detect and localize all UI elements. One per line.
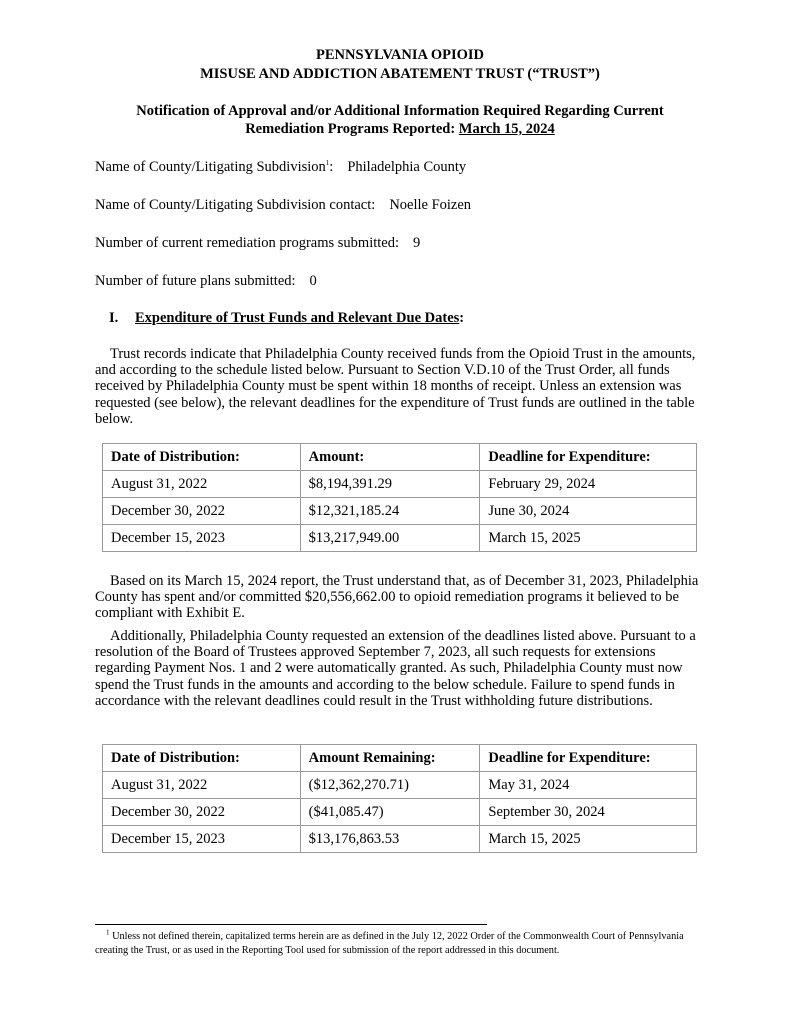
cell-date: August 31, 2022 xyxy=(103,772,301,799)
cell-date: December 15, 2023 xyxy=(103,525,301,552)
table-header-row xyxy=(103,444,697,471)
county-label: Name of County/Litigating Subdivision xyxy=(95,159,326,175)
remaining-table xyxy=(102,744,697,853)
future-value: 0 xyxy=(309,273,317,289)
cell-deadline: March 15, 2025 xyxy=(480,525,697,552)
county-colon: : xyxy=(329,159,334,175)
section-number: I. xyxy=(109,310,119,326)
cell-deadline: June 30, 2024 xyxy=(480,498,697,525)
table-row xyxy=(103,826,697,853)
cell-amount: ($41,085.47) xyxy=(300,799,480,826)
section-heading xyxy=(109,308,464,328)
footnote-marker: 1 xyxy=(106,928,110,937)
table-row xyxy=(103,772,697,799)
programs-value: 9 xyxy=(413,235,421,251)
future-plans-field xyxy=(95,271,317,291)
paragraph-spent-committed: Based on its March 15, 2024 report, the Trust understand that, as of December 31, 2023, Philadelphia County has spent and/or committed $20,556,662.00 to opioid remediation programs it believed to be compliant with Exhibit E. xyxy=(95,573,699,622)
cell-amount: $12,321,185.24 xyxy=(300,498,480,525)
cell-date: December 30, 2022 xyxy=(103,799,301,826)
header-amount-remaining: Amount Remaining: xyxy=(300,745,480,772)
document-subtitle-line2 xyxy=(0,119,800,139)
contact-label: Name of County/Litigating Subdivision contact: xyxy=(95,197,376,213)
section-colon: : xyxy=(459,310,465,326)
header-date: Date of Distribution: xyxy=(103,745,301,772)
cell-amount: $8,194,391.29 xyxy=(300,471,480,498)
table-row xyxy=(103,498,697,525)
contact-value: Noelle Foizen xyxy=(389,197,472,213)
future-label: Number of future plans submitted: xyxy=(95,273,296,289)
cell-deadline: February 29, 2024 xyxy=(480,471,697,498)
programs-label: Number of current remediation programs submitted: xyxy=(95,235,400,251)
programs-field xyxy=(95,233,420,253)
footnote-text: Unless not defined therein, capitalized terms herein are as defined in the July 12, 2022 Order of the Commonwealth Court of Pennsylvania creating the Trust, or as used in the Reporting Tool used for submission of the report addressed in this document. xyxy=(95,931,684,956)
cell-deadline: May 31, 2024 xyxy=(480,772,697,799)
table-row xyxy=(103,525,697,552)
footnote-divider xyxy=(95,924,487,925)
paragraph-trust-records: Trust records indicate that Philadelphia County received funds from the Opioid Trust in the amounts, and according to the schedule listed below. Pursuant to Section V.D.10 of the Trust Order, all funds received by Philadelphia County must be spent within 18 months of receipt. Unless an extension was requested (see below), the relevant deadlines for the expenditure of Trust funds are outlined in the table below. xyxy=(95,346,696,427)
header-deadline: Deadline for Expenditure: xyxy=(480,444,697,471)
county-value: Philadelphia County xyxy=(347,159,467,175)
footnote-ref: 1 xyxy=(325,159,330,168)
subtitle-prefix: Remediation Programs Reported: xyxy=(245,121,456,137)
footnote xyxy=(95,930,707,957)
contact-field xyxy=(95,195,471,215)
distribution-table xyxy=(102,443,697,552)
cell-amount: $13,176,863.53 xyxy=(300,826,480,853)
cell-deadline: September 30, 2024 xyxy=(480,799,697,826)
section-title: Expenditure of Trust Funds and Relevant Due Dates xyxy=(135,310,460,326)
cell-amount: ($12,362,270.71) xyxy=(300,772,480,799)
cell-amount: $13,217,949.00 xyxy=(300,525,480,552)
county-field xyxy=(95,157,466,177)
document-title-line1: PENNSYLVANIA OPIOID xyxy=(315,47,484,63)
cell-date: December 15, 2023 xyxy=(103,826,301,853)
header-date: Date of Distribution: xyxy=(103,444,301,471)
table-header-row xyxy=(103,745,697,772)
document-title-line2: MISUSE AND ADDICTION ABATEMENT TRUST (“TRUST”) xyxy=(200,66,600,82)
table-row xyxy=(103,471,697,498)
cell-date: August 31, 2022 xyxy=(103,471,301,498)
report-date: March 15, 2024 xyxy=(458,121,555,137)
header-amount: Amount: xyxy=(300,444,480,471)
document-subtitle-line1: Notification of Approval and/or Additional Information Required Regarding Current xyxy=(136,103,664,119)
cell-date: December 30, 2022 xyxy=(103,498,301,525)
header-deadline: Deadline for Expenditure: xyxy=(480,745,697,772)
table-row xyxy=(103,799,697,826)
paragraph-extension: Additionally, Philadelphia County requested an extension of the deadlines listed above. Pursuant to a resolution of the Board of Trustees approved September 7, 2023, all such requests for extensions regarding Payment Nos. 1 and 2 were automatically granted. As such, Philadelphia County must now spend the Trust funds in the amounts and according to the below schedule. Failure to spend funds in accordance with the relevant deadlines could result in the Trust withholding future distributions. xyxy=(95,628,696,709)
cell-deadline: March 15, 2025 xyxy=(480,826,697,853)
